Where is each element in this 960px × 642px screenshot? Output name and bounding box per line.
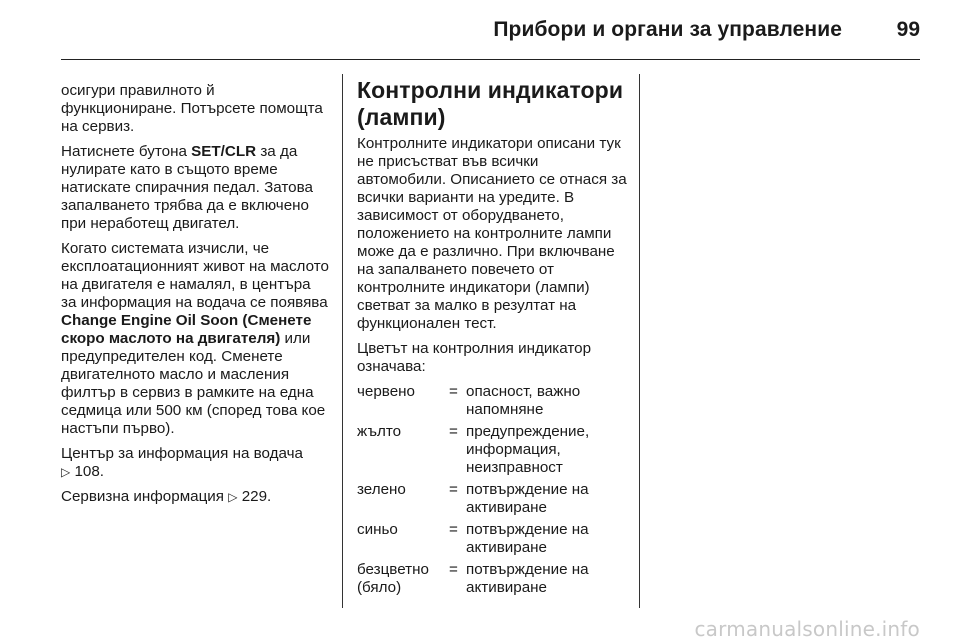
color-meaning: потвърждение на активиране <box>466 521 589 556</box>
table-row <box>357 561 629 601</box>
color-meaning-table <box>357 383 629 601</box>
header-title: Прибори и органи за управление <box>493 18 842 41</box>
color-name: жълто <box>357 423 402 440</box>
equals-sign: = <box>449 481 458 498</box>
table-row <box>357 383 629 423</box>
header-divider <box>61 59 920 60</box>
equals-sign: = <box>449 383 458 400</box>
arrow-reference-icon: ▷ <box>228 490 238 504</box>
color-name: синьо <box>357 521 398 538</box>
paragraph-color-meaning: Цветът на контролния индикатор означава: <box>357 340 592 375</box>
paragraph-oil-life: Когато системата изчисли, че експлоатационният живот на маслото на двигателя е намалял, в центъра за информация на водача се появява Change Engine Oil Soon (Сменете скоро маслото на двигателя) или предупредителен код. Сменете двигателното масло и масления филтър в сервиз в рамките на една седмица или 500 км (според това кое настъпи първо). <box>61 240 329 437</box>
page-number: 99 <box>896 18 920 41</box>
paragraph-continued: осигури правилното й функциониране. Потърсете помощта на сервиз. <box>61 82 323 135</box>
column-divider-2 <box>639 74 640 608</box>
table-row <box>357 481 629 521</box>
equals-sign: = <box>449 423 458 440</box>
table-row <box>357 423 629 481</box>
left-column <box>61 82 329 513</box>
right-column <box>357 77 629 601</box>
column-divider-1 <box>342 74 343 608</box>
color-meaning: опасност, важно напомняне <box>466 383 581 418</box>
message-change-engine-oil: Change Engine Oil Soon (Сменете скоро маслото на двигателя) <box>61 312 312 347</box>
color-name: безцветно (бяло) <box>357 561 429 596</box>
color-name: зелено <box>357 481 406 498</box>
section-heading: Контролни индикатори (лампи) <box>357 77 624 130</box>
arrow-reference-icon: ▷ <box>61 465 71 479</box>
watermark: carmanualsonline.info <box>694 617 920 641</box>
color-meaning: потвърждение на активиране <box>466 481 589 516</box>
button-name-set-clr: SET/CLR <box>191 143 257 160</box>
paragraph-indicators-intro: Контролните индикатори описани тук не присъстват във всички автомобили. Описанието се отнася за всички варианти на уредите. В зависимост от оборудването, положението на контролните лампи може да е различно. При включване на запалването повечето от контролните индикатори (лампи) светват за малко в резултат на функционален тест. <box>357 135 627 332</box>
equals-sign: = <box>449 521 458 538</box>
equals-sign: = <box>449 561 458 578</box>
table-row <box>357 521 629 561</box>
paragraph-reset-instructions: Натиснете бутона SET/CLR за да нулирате като в същото време натискате спирачния педал. Затова запалването трябва да е включено при неработещ двигател. <box>61 143 313 232</box>
reference-driver-info-center[interactable]: Център за информация на водача ▷ 108. <box>61 445 303 480</box>
color-meaning: предупреждение, информация, неизправност <box>466 423 590 476</box>
reference-service-info[interactable]: Сервизна информация ▷ 229. <box>61 488 272 505</box>
color-meaning: потвърждение на активиране <box>466 561 589 596</box>
color-name: червено <box>357 383 415 400</box>
